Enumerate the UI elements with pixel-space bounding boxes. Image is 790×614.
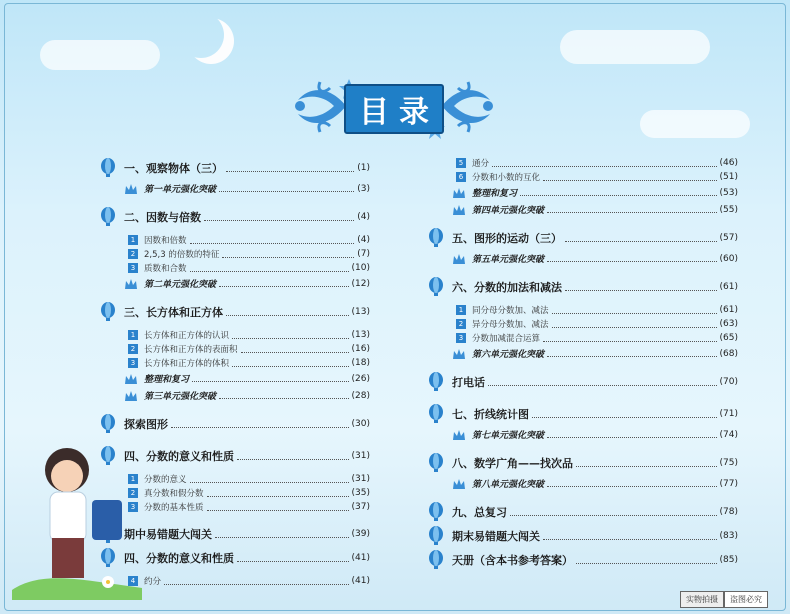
balloon-icon	[428, 526, 444, 546]
toc-entry-label: 探索图形	[124, 418, 168, 431]
toc-entry-page: (51)	[719, 172, 738, 182]
balloon-icon	[100, 158, 116, 178]
toc-entry-page: (57)	[719, 233, 738, 243]
dot-leader	[565, 290, 717, 291]
section-number-badge: 3	[128, 263, 138, 273]
toc-entry-label: 六、分数的加法和减法	[452, 281, 562, 294]
crown-icon	[452, 187, 466, 199]
toc-entry	[100, 180, 370, 197]
toc-entry-page: (68)	[719, 348, 738, 359]
dot-leader	[532, 417, 717, 418]
dot-leader	[232, 338, 349, 339]
dot-leader	[547, 486, 717, 487]
toc-entry-page: (31)	[351, 451, 370, 461]
section-number-badge: 1	[128, 235, 138, 245]
toc-entry-label: 整理和复习	[472, 189, 518, 199]
toc-entry-page: (18)	[351, 358, 370, 368]
toc-entry-label: 九、总复习	[452, 506, 507, 519]
toc-entry-page: (4)	[357, 212, 370, 222]
dot-leader	[192, 381, 349, 382]
dot-leader	[547, 261, 717, 262]
toc-entry-label: 期末易错题大闯关	[452, 530, 540, 543]
cloud-decoration	[40, 40, 160, 70]
dot-leader	[226, 171, 354, 172]
crown-icon	[452, 253, 466, 265]
toc-entry-page: (71)	[719, 409, 738, 419]
contents-title	[344, 84, 444, 134]
toc-entry-label: 分数的意义	[144, 475, 187, 485]
toc-entry-page: (41)	[351, 553, 370, 563]
toc-entry-page: (39)	[351, 529, 370, 539]
balloon-icon	[428, 277, 444, 297]
dot-leader	[190, 482, 349, 483]
toc-entry-label: 二、因数与倍数	[124, 211, 201, 224]
section-number-badge: 1	[128, 474, 138, 484]
toc-entry	[428, 426, 738, 443]
cloud-decoration	[640, 110, 750, 138]
dot-leader	[547, 212, 717, 213]
toc-right-column	[428, 156, 738, 572]
dot-leader	[552, 327, 717, 328]
toc-entry-page: (65)	[719, 333, 738, 343]
toc-entry-label: 分数和小数的互化	[472, 173, 541, 183]
flourish-right-icon	[440, 76, 498, 138]
toc-entry-label: 异分母分数加、减法	[472, 320, 549, 330]
toc-entry	[428, 275, 738, 299]
crown-icon	[452, 478, 466, 490]
dot-leader	[576, 563, 717, 564]
toc-entry-page: (63)	[719, 319, 738, 329]
toc-entry-page: (30)	[351, 419, 370, 429]
toc-entry	[428, 402, 738, 426]
balloon-icon	[428, 228, 444, 248]
toc-entry	[428, 451, 738, 475]
toc-entry-label: 约分	[144, 577, 162, 587]
footer-left-label: 实物拍摄	[680, 591, 724, 608]
toc-entry-page: (13)	[351, 307, 370, 317]
dot-leader	[492, 166, 717, 167]
toc-entry-page: (46)	[719, 158, 738, 168]
dot-leader	[219, 286, 349, 287]
section-number-badge: 2	[128, 488, 138, 498]
toc-entry-label: 第三单元强化突破	[144, 392, 217, 402]
toc-entry-page: (41)	[351, 576, 370, 586]
dot-leader	[219, 191, 354, 192]
dot-leader	[520, 195, 717, 196]
toc-entry	[428, 548, 738, 572]
dot-leader	[207, 496, 349, 497]
balloon-icon	[428, 372, 444, 392]
toc-entry-label: 真分数和假分数	[144, 489, 204, 499]
toc-entry	[100, 233, 370, 247]
toc-entry-label: 2,5,3 的倍数的特征	[144, 250, 220, 260]
toc-entry-label: 第五单元强化突破	[472, 255, 545, 265]
dot-leader	[543, 539, 717, 540]
toc-entry-page: (1)	[357, 163, 370, 173]
crown-icon	[124, 373, 138, 385]
section-number-badge: 2	[456, 319, 466, 329]
toc-entry-label: 通分	[472, 159, 490, 169]
balloon-icon	[100, 207, 116, 227]
dot-leader	[488, 385, 717, 386]
toc-entry	[100, 387, 370, 404]
balloon-icon	[428, 502, 444, 522]
toc-entry	[100, 156, 370, 180]
section-number-badge: 6	[456, 172, 466, 182]
toc-entry	[428, 303, 738, 317]
dot-leader	[164, 584, 349, 585]
toc-entry-page: (16)	[351, 344, 370, 354]
footer-watermark	[680, 591, 768, 608]
toc-entry	[100, 247, 370, 261]
toc-entry-label: 长方体和正方体的认识	[144, 331, 230, 341]
section-number-badge: 4	[128, 576, 138, 586]
crown-icon	[124, 390, 138, 402]
dot-leader	[547, 437, 717, 438]
toc-entry	[100, 342, 370, 356]
toc-entry-label: 一、观察物体（三）	[124, 162, 223, 175]
toc-entry-label: 五、图形的运动（三）	[452, 232, 562, 245]
dot-leader	[219, 398, 349, 399]
toc-entry-page: (78)	[719, 507, 738, 517]
toc-entry-label: 整理和复习	[144, 375, 190, 385]
dot-leader	[237, 459, 349, 460]
toc-entry-page: (28)	[351, 390, 370, 401]
toc-entry	[428, 524, 738, 548]
section-number-badge: 1	[456, 305, 466, 315]
balloon-icon	[428, 404, 444, 424]
child-illustration-icon	[12, 430, 142, 600]
toc-entry-label: 分数加减混合运算	[472, 334, 541, 344]
dot-leader	[565, 241, 717, 242]
crown-icon	[124, 183, 138, 195]
toc-entry	[100, 356, 370, 370]
dot-leader	[171, 427, 349, 428]
section-number-badge: 2	[128, 344, 138, 354]
toc-entry-label: 第八单元强化突破	[472, 480, 545, 490]
dot-leader	[510, 515, 717, 516]
dot-leader	[190, 243, 355, 244]
toc-entry-label: 同分母分数加、减法	[472, 306, 549, 316]
toc-entry	[428, 500, 738, 524]
toc-entry-label: 第一单元强化突破	[144, 185, 217, 195]
toc-entry-page: (60)	[719, 253, 738, 264]
balloon-icon	[428, 453, 444, 473]
balloon-icon	[100, 302, 116, 322]
toc-entry	[428, 345, 738, 362]
crown-icon	[452, 348, 466, 360]
toc-entry	[100, 205, 370, 229]
dot-leader	[190, 271, 349, 272]
toc-entry-page: (12)	[351, 278, 370, 289]
dot-leader	[543, 180, 717, 181]
toc-entry-page: (13)	[351, 330, 370, 340]
toc-entry	[428, 170, 738, 184]
toc-entry	[428, 317, 738, 331]
toc-entry-page: (26)	[351, 373, 370, 384]
toc-entry	[428, 331, 738, 345]
dot-leader	[552, 313, 717, 314]
toc-entry-label: 分数的基本性质	[144, 503, 204, 513]
toc-entry-page: (53)	[719, 187, 738, 198]
toc-entry-label: 打电话	[452, 376, 485, 389]
toc-entry-page: (37)	[351, 502, 370, 512]
section-number-badge: 3	[456, 333, 466, 343]
toc-entry-label: 期中易错题大闯关	[124, 528, 212, 541]
toc-entry	[100, 261, 370, 275]
toc-entry-label: 天册（含本书参考答案）	[452, 554, 573, 567]
toc-entry-page: (31)	[351, 474, 370, 484]
toc-entry-label: 四、分数的意义和性质	[124, 450, 234, 463]
dot-leader	[215, 537, 349, 538]
toc-entry	[100, 328, 370, 342]
toc-entry	[428, 250, 738, 267]
toc-entry-page: (75)	[719, 458, 738, 468]
toc-entry-page: (70)	[719, 377, 738, 387]
crown-icon	[124, 278, 138, 290]
toc-entry	[100, 300, 370, 324]
toc-entry-page: (61)	[719, 305, 738, 315]
dot-leader	[237, 561, 349, 562]
toc-entry-page: (35)	[351, 488, 370, 498]
toc-entry	[428, 226, 738, 250]
dot-leader	[204, 220, 354, 221]
toc-entry-label: 第七单元强化突破	[472, 431, 545, 441]
section-number-badge: 3	[128, 358, 138, 368]
toc-entry-label: 七、折线统计图	[452, 408, 529, 421]
toc-entry	[428, 156, 738, 170]
toc-entry-label: 八、数学广角——找次品	[452, 457, 573, 470]
toc-entry-page: (77)	[719, 478, 738, 489]
contents-title-text: 目录	[359, 95, 439, 130]
toc-entry	[100, 370, 370, 387]
crown-icon	[452, 204, 466, 216]
toc-entry-label: 第六单元强化突破	[472, 350, 545, 360]
dot-leader	[241, 352, 349, 353]
toc-entry-page: (83)	[719, 531, 738, 541]
toc-entry-label: 长方体和正方体的表面积	[144, 345, 238, 355]
dot-leader	[576, 466, 717, 467]
toc-entry	[428, 201, 738, 218]
toc-entry-label: 第二单元强化突破	[144, 280, 217, 290]
toc-entry-label: 三、长方体和正方体	[124, 306, 223, 319]
cloud-decoration	[560, 30, 710, 64]
toc-entry-page: (61)	[719, 282, 738, 292]
dot-leader	[226, 315, 349, 316]
dot-leader	[232, 366, 349, 367]
toc-entry-page: (7)	[357, 249, 370, 259]
toc-entry	[428, 370, 738, 394]
toc-entry	[100, 275, 370, 292]
dot-leader	[222, 257, 354, 258]
section-number-badge: 5	[456, 158, 466, 168]
toc-entry-page: (3)	[357, 183, 370, 194]
toc-entry-label: 因数和倍数	[144, 236, 187, 246]
toc-entry-label: 第四单元强化突破	[472, 206, 545, 216]
toc-entry-label: 四、分数的意义和性质	[124, 552, 234, 565]
section-number-badge: 1	[128, 330, 138, 340]
toc-entry	[428, 184, 738, 201]
moon-decoration	[178, 12, 224, 58]
section-number-badge: 3	[128, 502, 138, 512]
dot-leader	[207, 510, 349, 511]
toc-entry-page: (4)	[357, 235, 370, 245]
toc-entry-label: 长方体和正方体的体积	[144, 359, 230, 369]
toc-entry	[428, 475, 738, 492]
dot-leader	[543, 341, 717, 342]
toc-entry-page: (10)	[351, 263, 370, 273]
dot-leader	[547, 356, 717, 357]
toc-entry-page: (74)	[719, 429, 738, 440]
toc-entry-page: (85)	[719, 555, 738, 565]
toc-entry-page: (55)	[719, 204, 738, 215]
toc-entry-label: 质数和合数	[144, 264, 187, 274]
section-number-badge: 2	[128, 249, 138, 259]
crown-icon	[452, 429, 466, 441]
balloon-icon	[428, 550, 444, 570]
footer-right-label: 盗图必究	[724, 591, 768, 608]
